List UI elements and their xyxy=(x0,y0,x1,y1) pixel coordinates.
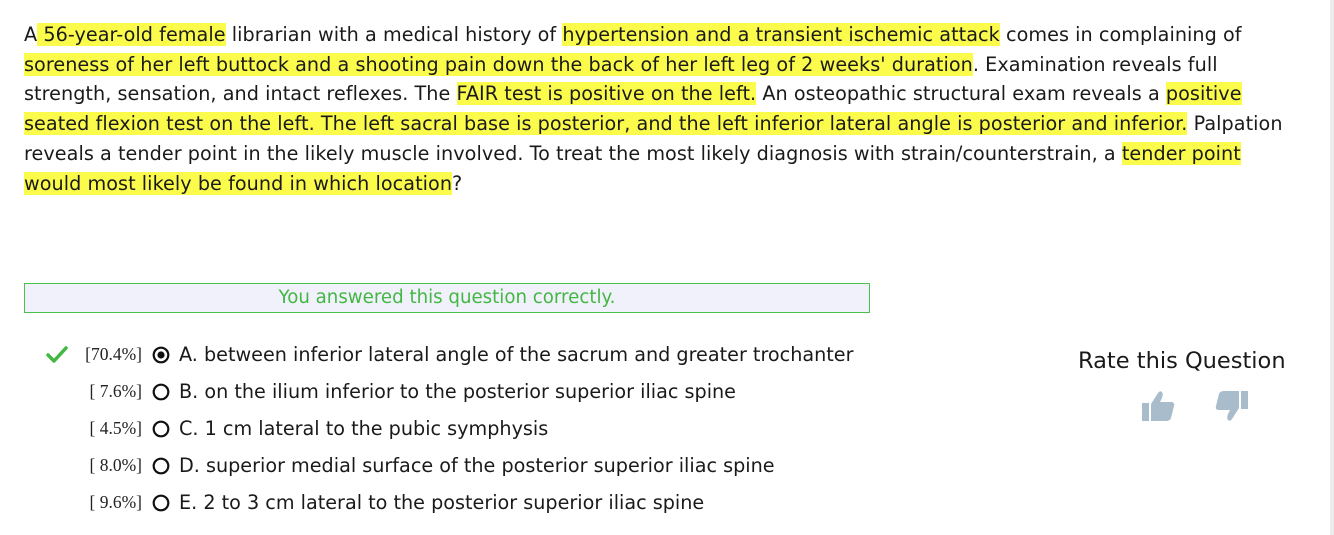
answer-percentage: [ 9.6%] xyxy=(89,492,142,512)
rate-question-title: Rate this Question xyxy=(1078,348,1286,374)
answer-percentage: [ 8.0%] xyxy=(89,455,142,475)
highlighted-text: hypertension and a transient ischemic attack xyxy=(562,23,1000,46)
answer-choice[interactable] xyxy=(46,410,854,447)
question-text: An osteopathic structural exam reveals a xyxy=(756,82,1166,106)
question-text: A xyxy=(24,23,38,46)
highlighted-text: tender point would most likely be found in which location xyxy=(24,141,1241,195)
radio-selected-icon[interactable] xyxy=(152,346,170,364)
question-text: . Examination reveals full strength, sensation, and intact reflexes. The xyxy=(24,52,1218,106)
answer-percentage: [ 4.5%] xyxy=(89,418,142,438)
answer-label: C. 1 cm lateral to the pubic symphysis xyxy=(179,417,549,440)
thumbs-down-icon[interactable] xyxy=(1213,388,1249,424)
answer-label: E. 2 to 3 cm lateral to the posterior superior iliac spine xyxy=(179,491,705,514)
radio-icon[interactable] xyxy=(152,420,170,438)
question-text: librarian with a medical history of xyxy=(225,23,563,46)
question-text: Palpation reveals a tender point in the likely muscle involved. To treat the most likely diagnosis with strain/counterstrain, a xyxy=(24,112,1283,165)
answer-choice[interactable] xyxy=(46,373,854,410)
result-banner xyxy=(24,283,870,313)
rating-buttons xyxy=(1141,388,1249,424)
question-text: comes in complaining of xyxy=(999,23,1242,46)
radio-icon[interactable] xyxy=(152,457,170,475)
highlighted-text: positive seated flexion test on the left. The left sacral base is posterior, and the left inferior lateral angle is posterior and inferior. xyxy=(24,82,1242,136)
page-right-border xyxy=(1330,0,1334,535)
check-slot xyxy=(46,346,70,364)
answer-percentage: [70.4%] xyxy=(85,344,142,364)
result-message: You answered this question correctly. xyxy=(278,287,616,308)
highlighted-text: soreness of her left buttock and a shooting pain down the back of her left leg of 2 weeks' duration xyxy=(24,52,973,76)
radio-icon[interactable] xyxy=(152,494,170,512)
answer-label: D. superior medial surface of the posterior superior iliac spine xyxy=(179,454,775,477)
highlighted-text: 56-year-old female xyxy=(37,23,226,46)
answer-choice[interactable] xyxy=(46,447,854,484)
highlighted-text: FAIR test is positive on the left. xyxy=(456,82,757,106)
answer-choice[interactable] xyxy=(46,336,854,373)
radio-icon[interactable] xyxy=(152,383,170,401)
answer-choice[interactable] xyxy=(46,484,854,521)
checkmark-icon xyxy=(46,346,68,364)
question-text: ? xyxy=(452,171,463,195)
answer-label: B. on the ilium inferior to the posterior superior iliac spine xyxy=(179,380,736,403)
answer-percentage: [ 7.6%] xyxy=(89,381,142,401)
question-stem xyxy=(24,20,1299,198)
answer-label: A. between inferior lateral angle of the sacrum and greater trochanter xyxy=(179,343,854,366)
answer-choices xyxy=(46,336,854,521)
thumbs-up-icon[interactable] xyxy=(1141,388,1177,424)
